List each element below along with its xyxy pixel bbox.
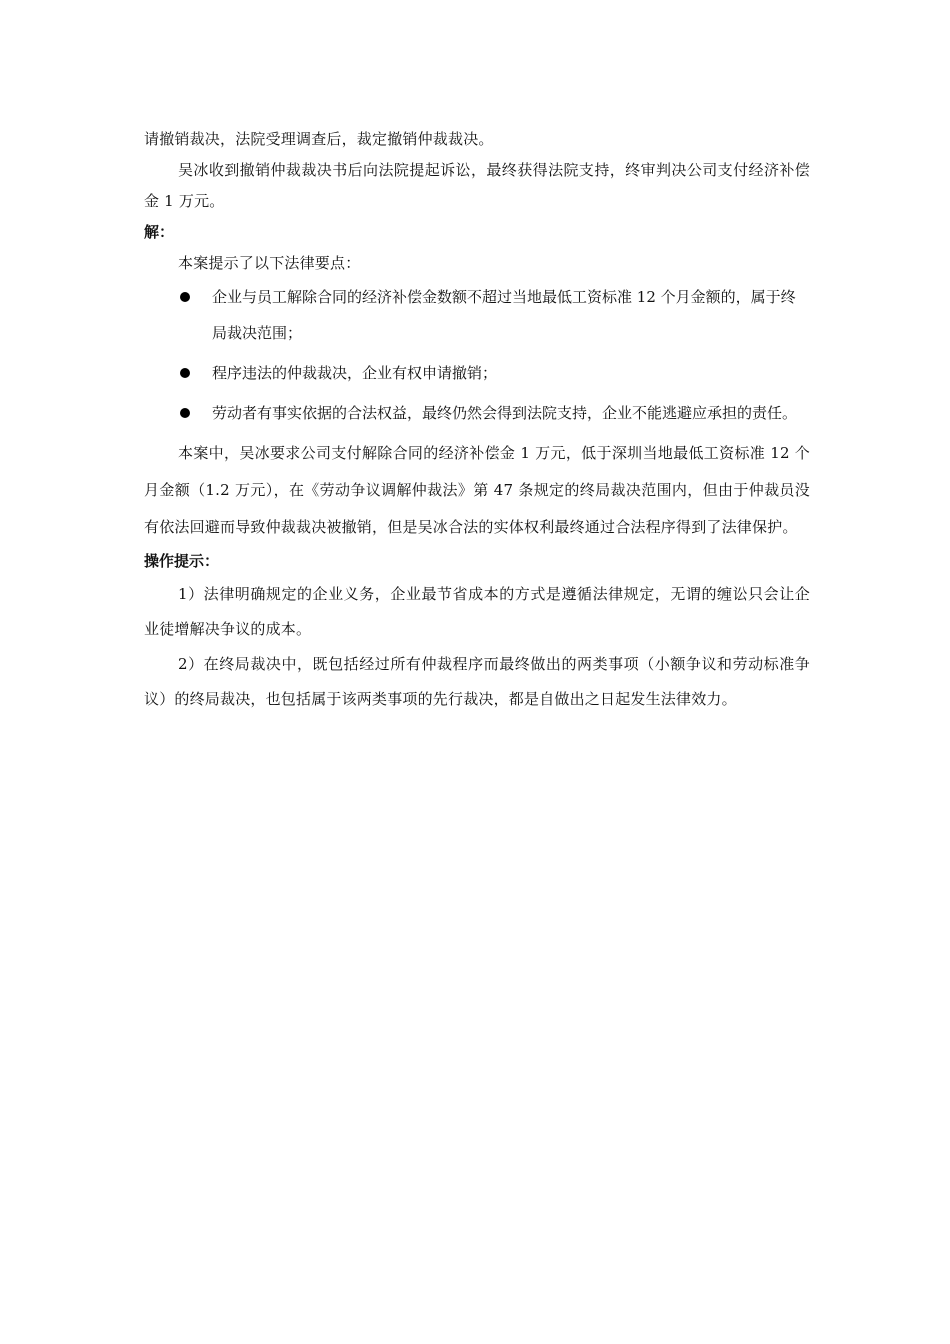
bullet-icon (180, 292, 190, 302)
list-item (144, 279, 810, 351)
bullet-icon (180, 408, 190, 418)
list-item-text: 程序违法的仲裁裁决，企业有权申请撤销； (212, 364, 498, 382)
paragraph-continuation: 请撤销裁决，法院受理调查后，裁定撤销仲裁裁决。 (144, 130, 494, 148)
heading-solution: 解： (144, 223, 175, 241)
document-page (144, 124, 810, 717)
paragraph-analysis: 本案中，吴冰要求公司支付解除合同的经济补偿金 1 万元，低于深圳当地最低工资标准 12 个月金额（1.2 万元），在《劳动争议调解仲裁法》第 47 条规定的终局裁决范围内，但由于仲裁员没有依法回避而导致仲裁裁决被撤销，但是吴冰合法的实体权利最终通过合法程序得到了法律保护。 (144, 444, 810, 536)
list-item (144, 395, 810, 431)
list-item-text: 企业与员工解除合同的经济补偿金数额不超过当地最低工资标准 12 个月金额的，属于终局裁决范围； (212, 288, 796, 342)
paragraph-intro: 本案提示了以下法律要点： (178, 254, 361, 272)
heading-tips: 操作提示： (144, 552, 220, 570)
paragraph-lawsuit: 吴冰收到撤销仲裁裁决书后向法院提起诉讼，最终获得法院支持，终审判决公司支付经济补偿金 1 万元。 (144, 161, 810, 210)
bullet-icon (180, 368, 190, 378)
paragraph-tip-1: 1）法律明确规定的企业义务，企业最节省成本的方式是遵循法律规定，无谓的缠讼只会让企业徒增解决争议的成本。 (144, 585, 810, 638)
legal-points-list (144, 279, 810, 431)
list-item-text: 劳动者有事实依据的合法权益，最终仍然会得到法院支持，企业不能逃避应承担的责任。 (212, 404, 798, 422)
list-item (144, 355, 810, 391)
paragraph-tip-2: 2）在终局裁决中，既包括经过所有仲裁程序而最终做出的两类事项（小额争议和劳动标准争议）的终局裁决，也包括属于该两类事项的先行裁决，都是自做出之日起发生法律效力。 (144, 655, 810, 708)
